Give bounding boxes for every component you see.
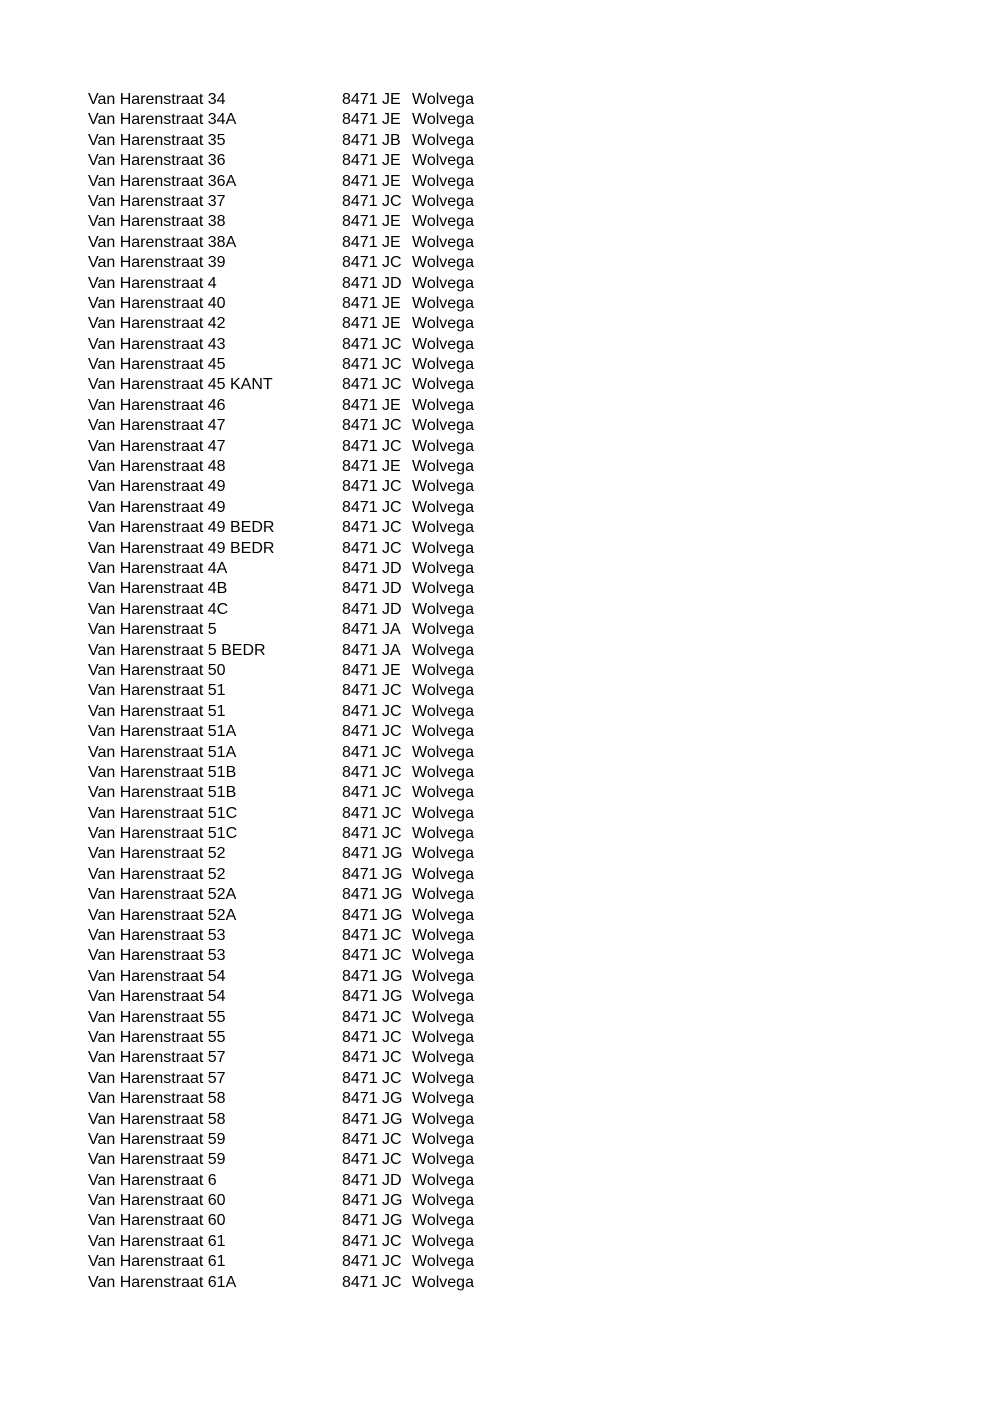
- address-row: [88, 1089, 492, 1109]
- city-cell: Wolvega: [412, 396, 474, 414]
- postcode-cell: 8471 JC: [342, 1253, 402, 1271]
- street-cell: Van Harenstraat 47: [88, 417, 226, 435]
- address-row: [88, 559, 492, 579]
- street-cell: Van Harenstraat 57: [88, 1049, 226, 1067]
- street-cell: Van Harenstraat 34A: [88, 111, 237, 129]
- street-cell: Van Harenstraat 59: [88, 1151, 226, 1169]
- postcode-cell: 8471 JG: [342, 865, 403, 883]
- postcode-cell: 8471 JE: [342, 661, 401, 679]
- address-row: [88, 314, 492, 334]
- address-row: [88, 335, 492, 355]
- street-cell: Van Harenstraat 55: [88, 1028, 226, 1046]
- postcode-cell: 8471 JC: [342, 1028, 402, 1046]
- street-cell: Van Harenstraat 45: [88, 356, 226, 374]
- street-cell: Van Harenstraat 4A: [88, 559, 228, 577]
- postcode-cell: 8471 JC: [342, 702, 402, 720]
- postcode-cell: 8471 JG: [342, 988, 403, 1006]
- postcode-cell: 8471 JC: [342, 478, 402, 496]
- street-cell: Van Harenstraat 36A: [88, 172, 237, 190]
- street-cell: Van Harenstraat 35: [88, 131, 226, 149]
- postcode-cell: 8471 JB: [342, 131, 401, 149]
- street-cell: Van Harenstraat 52A: [88, 886, 237, 904]
- address-row: [88, 1171, 492, 1191]
- city-cell: Wolvega: [412, 804, 474, 822]
- city-cell: Wolvega: [412, 600, 474, 618]
- city-cell: Wolvega: [412, 1253, 474, 1271]
- street-cell: Van Harenstraat 58: [88, 1110, 226, 1128]
- city-cell: Wolvega: [412, 621, 474, 639]
- postcode-cell: 8471 JE: [342, 91, 401, 108]
- street-cell: Van Harenstraat 60: [88, 1192, 226, 1210]
- city-cell: Wolvega: [412, 906, 474, 924]
- street-cell: Van Harenstraat 38A: [88, 233, 237, 251]
- city-cell: Wolvega: [412, 825, 474, 843]
- street-cell: Van Harenstraat 5: [88, 621, 217, 639]
- city-cell: Wolvega: [412, 111, 474, 129]
- postcode-cell: 8471 JC: [342, 927, 402, 945]
- street-cell: Van Harenstraat 58: [88, 1090, 226, 1108]
- address-list: [88, 90, 492, 1293]
- street-cell: Van Harenstraat 49: [88, 498, 226, 516]
- postcode-cell: 8471 JC: [342, 254, 402, 272]
- street-cell: Van Harenstraat 51C: [88, 825, 238, 843]
- postcode-cell: 8471 JG: [342, 1110, 403, 1128]
- city-cell: Wolvega: [412, 356, 474, 374]
- address-row: [88, 1211, 492, 1231]
- street-cell: Van Harenstraat 61: [88, 1253, 226, 1271]
- postcode-cell: 8471 JE: [342, 396, 401, 414]
- address-row: [88, 743, 492, 763]
- address-row: [88, 865, 492, 885]
- street-cell: Van Harenstraat 36: [88, 152, 226, 170]
- postcode-cell: 8471 JC: [342, 498, 402, 516]
- postcode-cell: 8471 JC: [342, 1130, 402, 1148]
- address-row: [88, 600, 492, 620]
- address-row: [88, 824, 492, 844]
- city-cell: Wolvega: [412, 1049, 474, 1067]
- postcode-cell: 8471 JC: [342, 539, 402, 557]
- address-row: [88, 1252, 492, 1272]
- postcode-cell: 8471 JD: [342, 580, 402, 598]
- city-cell: Wolvega: [412, 274, 474, 292]
- address-row: [88, 274, 492, 294]
- street-cell: Van Harenstraat 59: [88, 1130, 226, 1148]
- address-row: [88, 967, 492, 987]
- address-row: [88, 212, 492, 232]
- postcode-cell: 8471 JC: [342, 1008, 402, 1026]
- street-cell: Van Harenstraat 42: [88, 315, 226, 333]
- address-row: [88, 355, 492, 375]
- city-cell: Wolvega: [412, 131, 474, 149]
- address-row: [88, 987, 492, 1007]
- postcode-cell: 8471 JC: [342, 437, 402, 455]
- address-row: [88, 661, 492, 681]
- postcode-cell: 8471 JC: [342, 1151, 402, 1169]
- city-cell: Wolvega: [412, 682, 474, 700]
- street-cell: Van Harenstraat 47: [88, 437, 226, 455]
- postcode-cell: 8471 JC: [342, 376, 402, 394]
- street-cell: Van Harenstraat 5 BEDR: [88, 641, 266, 659]
- city-cell: Wolvega: [412, 1232, 474, 1250]
- street-cell: Van Harenstraat 54: [88, 967, 226, 985]
- postcode-cell: 8471 JC: [342, 784, 402, 802]
- postcode-cell: 8471 JE: [342, 294, 401, 312]
- city-cell: Wolvega: [412, 152, 474, 170]
- street-cell: Van Harenstraat 61: [88, 1232, 226, 1250]
- postcode-cell: 8471 JC: [342, 1069, 402, 1087]
- postcode-cell: 8471 JE: [342, 111, 401, 129]
- city-cell: Wolvega: [412, 192, 474, 210]
- street-cell: Van Harenstraat 61A: [88, 1273, 237, 1291]
- city-cell: Wolvega: [412, 458, 474, 476]
- postcode-cell: 8471 JD: [342, 1171, 402, 1189]
- city-cell: Wolvega: [412, 743, 474, 761]
- street-cell: Van Harenstraat 51B: [88, 784, 237, 802]
- postcode-cell: 8471 JE: [342, 458, 401, 476]
- address-row: [88, 233, 492, 253]
- postcode-cell: 8471 JC: [342, 417, 402, 435]
- street-cell: Van Harenstraat 4C: [88, 600, 229, 618]
- postcode-cell: 8471 JC: [342, 763, 402, 781]
- address-row: [88, 579, 492, 599]
- postcode-cell: 8471 JG: [342, 1212, 403, 1230]
- city-cell: Wolvega: [412, 784, 474, 802]
- address-row: [88, 763, 492, 783]
- city-cell: Wolvega: [412, 1192, 474, 1210]
- postcode-cell: 8471 JD: [342, 274, 402, 292]
- street-cell: Van Harenstraat 49 BEDR: [88, 539, 275, 557]
- postcode-cell: 8471 JC: [342, 1232, 402, 1250]
- address-row: [88, 457, 492, 477]
- address-row: [88, 946, 492, 966]
- city-cell: Wolvega: [412, 1069, 474, 1087]
- street-cell: Van Harenstraat 45 KANT: [88, 376, 273, 394]
- address-row: [88, 804, 492, 824]
- city-cell: Wolvega: [412, 1110, 474, 1128]
- city-cell: Wolvega: [412, 1130, 474, 1148]
- city-cell: Wolvega: [412, 988, 474, 1006]
- postcode-cell: 8471 JG: [342, 1090, 403, 1108]
- city-cell: Wolvega: [412, 376, 474, 394]
- postcode-cell: 8471 JC: [342, 804, 402, 822]
- address-row: [88, 151, 492, 171]
- street-cell: Van Harenstraat 4: [88, 274, 217, 292]
- postcode-cell: 8471 JC: [342, 1273, 402, 1291]
- address-row: [88, 885, 492, 905]
- city-cell: Wolvega: [412, 539, 474, 557]
- street-cell: Van Harenstraat 39: [88, 254, 226, 272]
- address-row: [88, 1130, 492, 1150]
- address-row: [88, 1110, 492, 1130]
- address-row: [88, 90, 492, 110]
- postcode-cell: 8471 JC: [342, 356, 402, 374]
- postcode-cell: 8471 JG: [342, 845, 403, 863]
- city-cell: Wolvega: [412, 172, 474, 190]
- address-row: [88, 396, 492, 416]
- address-row: [88, 375, 492, 395]
- city-cell: Wolvega: [412, 763, 474, 781]
- street-cell: Van Harenstraat 46: [88, 396, 226, 414]
- postcode-cell: 8471 JC: [342, 519, 402, 537]
- city-cell: Wolvega: [412, 947, 474, 965]
- city-cell: Wolvega: [412, 519, 474, 537]
- address-row: [88, 1008, 492, 1028]
- address-row: [88, 131, 492, 151]
- city-cell: Wolvega: [412, 437, 474, 455]
- postcode-cell: 8471 JD: [342, 559, 402, 577]
- street-cell: Van Harenstraat 53: [88, 927, 226, 945]
- street-cell: Van Harenstraat 40: [88, 294, 226, 312]
- address-row: [88, 294, 492, 314]
- street-cell: Van Harenstraat 52A: [88, 906, 237, 924]
- city-cell: Wolvega: [412, 845, 474, 863]
- address-row: [88, 783, 492, 803]
- address-row: [88, 906, 492, 926]
- city-cell: Wolvega: [412, 294, 474, 312]
- street-cell: Van Harenstraat 51A: [88, 723, 237, 741]
- address-row: [88, 1191, 492, 1211]
- street-cell: Van Harenstraat 50: [88, 661, 226, 679]
- address-row: [88, 110, 492, 130]
- city-cell: Wolvega: [412, 1028, 474, 1046]
- address-row: [88, 620, 492, 640]
- city-cell: Wolvega: [412, 1090, 474, 1108]
- address-row: [88, 1273, 492, 1293]
- address-row: [88, 518, 492, 538]
- city-cell: Wolvega: [412, 1151, 474, 1169]
- address-row: [88, 641, 492, 661]
- street-cell: Van Harenstraat 51B: [88, 763, 237, 781]
- address-row: [88, 702, 492, 722]
- address-row: [88, 172, 492, 192]
- street-cell: Van Harenstraat 52: [88, 845, 226, 863]
- postcode-cell: 8471 JG: [342, 886, 403, 904]
- city-cell: Wolvega: [412, 335, 474, 353]
- street-cell: Van Harenstraat 53: [88, 947, 226, 965]
- city-cell: Wolvega: [412, 1273, 474, 1291]
- postcode-cell: 8471 JG: [342, 906, 403, 924]
- street-cell: Van Harenstraat 60: [88, 1212, 226, 1230]
- street-cell: Van Harenstraat 6: [88, 1171, 217, 1189]
- address-row: [88, 477, 492, 497]
- postcode-cell: 8471 JD: [342, 600, 402, 618]
- city-cell: Wolvega: [412, 886, 474, 904]
- city-cell: Wolvega: [412, 1171, 474, 1189]
- city-cell: Wolvega: [412, 498, 474, 516]
- address-row: [88, 1028, 492, 1048]
- street-cell: Van Harenstraat 4B: [88, 580, 228, 598]
- city-cell: Wolvega: [412, 580, 474, 598]
- city-cell: Wolvega: [412, 865, 474, 883]
- address-row: [88, 498, 492, 518]
- address-row: [88, 926, 492, 946]
- address-row: [88, 437, 492, 457]
- address-row: [88, 253, 492, 273]
- street-cell: Van Harenstraat 51C: [88, 804, 238, 822]
- address-row: [88, 416, 492, 436]
- postcode-cell: 8471 JC: [342, 1049, 402, 1067]
- postcode-cell: 8471 JE: [342, 233, 401, 251]
- city-cell: Wolvega: [412, 254, 474, 272]
- postcode-cell: 8471 JE: [342, 315, 401, 333]
- street-cell: Van Harenstraat 57: [88, 1069, 226, 1087]
- city-cell: Wolvega: [412, 233, 474, 251]
- postcode-cell: 8471 JA: [342, 621, 401, 639]
- postcode-cell: 8471 JC: [342, 825, 402, 843]
- postcode-cell: 8471 JE: [342, 172, 401, 190]
- street-cell: Van Harenstraat 54: [88, 988, 226, 1006]
- city-cell: Wolvega: [412, 641, 474, 659]
- street-cell: Van Harenstraat 49 BEDR: [88, 519, 275, 537]
- address-row: [88, 192, 492, 212]
- postcode-cell: 8471 JC: [342, 723, 402, 741]
- street-cell: Van Harenstraat 49: [88, 478, 226, 496]
- address-row: [88, 1048, 492, 1068]
- city-cell: Wolvega: [412, 1212, 474, 1230]
- postcode-cell: 8471 JC: [342, 335, 402, 353]
- address-row: [88, 539, 492, 559]
- city-cell: Wolvega: [412, 417, 474, 435]
- city-cell: Wolvega: [412, 927, 474, 945]
- postcode-cell: 8471 JE: [342, 213, 401, 231]
- postcode-cell: 8471 JE: [342, 152, 401, 170]
- address-row: [88, 1069, 492, 1089]
- city-cell: Wolvega: [412, 1008, 474, 1026]
- postcode-cell: 8471 JC: [342, 743, 402, 761]
- address-row: [88, 844, 492, 864]
- postcode-cell: 8471 JG: [342, 967, 403, 985]
- street-cell: Van Harenstraat 48: [88, 458, 226, 476]
- city-cell: Wolvega: [412, 723, 474, 741]
- postcode-cell: 8471 JC: [342, 947, 402, 965]
- street-cell: Van Harenstraat 38: [88, 213, 226, 231]
- address-row: [88, 681, 492, 701]
- street-cell: Van Harenstraat 37: [88, 192, 226, 210]
- street-cell: Van Harenstraat 51A: [88, 743, 237, 761]
- street-cell: Van Harenstraat 34: [88, 91, 226, 108]
- address-row: [88, 722, 492, 742]
- street-cell: Van Harenstraat 51: [88, 682, 226, 700]
- city-cell: Wolvega: [412, 661, 474, 679]
- street-cell: Van Harenstraat 51: [88, 702, 226, 720]
- city-cell: Wolvega: [412, 967, 474, 985]
- city-cell: Wolvega: [412, 315, 474, 333]
- postcode-cell: 8471 JA: [342, 641, 401, 659]
- address-row: [88, 1232, 492, 1252]
- city-cell: Wolvega: [412, 559, 474, 577]
- city-cell: Wolvega: [412, 91, 474, 108]
- street-cell: Van Harenstraat 55: [88, 1008, 226, 1026]
- city-cell: Wolvega: [412, 702, 474, 720]
- street-cell: Van Harenstraat 43: [88, 335, 226, 353]
- city-cell: Wolvega: [412, 213, 474, 231]
- postcode-cell: 8471 JC: [342, 682, 402, 700]
- street-cell: Van Harenstraat 52: [88, 865, 226, 883]
- postcode-cell: 8471 JG: [342, 1192, 403, 1210]
- postcode-cell: 8471 JC: [342, 192, 402, 210]
- address-row: [88, 1150, 492, 1170]
- city-cell: Wolvega: [412, 478, 474, 496]
